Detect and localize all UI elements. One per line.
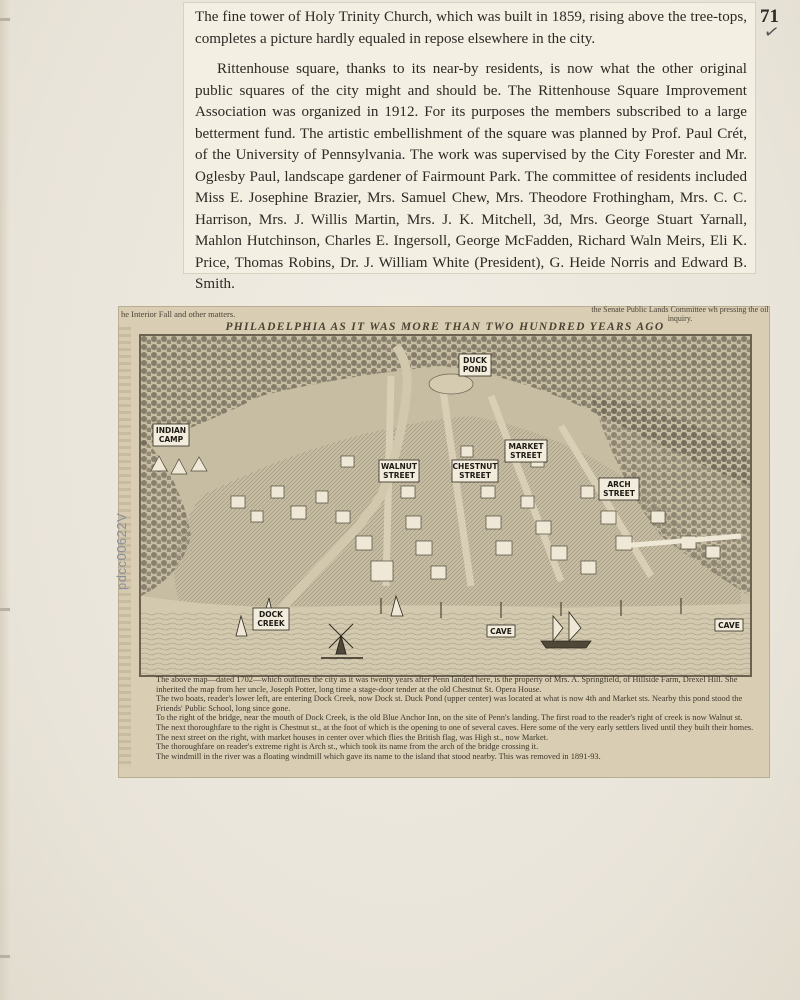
caption-paragraph: The two boats, reader's lower left, are entering Dock Creek, now Dock st. Duck Pond (upper center) was located at what is now 4th and Market sts. Nearby this pond stood the Friends' Public School, long since gone. (156, 694, 743, 713)
map-label-text: POND (462, 365, 488, 374)
map-drawing (141, 336, 750, 675)
caption-paragraph: The next street on the right, with market houses in center over which flies the British flag, was High st., now Market. (156, 732, 549, 742)
clipping-paragraph: Rittenhouse square, thanks to its near-by residents, is now what the other original public squares of the city might and should be. The Rittenhouse Square Improvement Association was organized in 1912. For its purposes the members subscribed to a large betterment fund. The artistic embellishment of the square was planned by Prof. Paul Crét, of the University of Pennsylvania. The work was supervised by the City Forester and Mr. Oglesby Paul, landscape gardener of Fairmount Park. The committee of residents included Miss E. Josephine Brazier, Mrs. Samuel Chew, Mrs. Theodore Frothingham, Mrs. C. C. Harrison, Mrs. J. Willis Martin, Mrs. J. K. Mitchell, 3d, Mrs. George Stuart Yarnall, Mahlon Hutchinson, Charles E. Ingersoll, George McFadden, Richard Waln Meirs, Eli K. Price, Thomas Robins, Dr. J. William White (President), G. Heide Norris and Edward B. Smith. (195, 61, 747, 292)
map-label-text: STREET (510, 451, 542, 460)
caption-paragraph: To the right of the bridge, near the mouth of Dock Creek, is the old Blue Anchor Inn, on the site of Penn's landing. The first road to the reader's right of creek is now Walnut st. The next thoroughfare to the right is Chestnut st., at the foot of which is the opening to one of several caves. Here some of the very early settlers lived until they built their homes. (156, 713, 754, 732)
map-label-text: CREEK (257, 619, 285, 628)
map-label-text: ARCH (607, 480, 631, 489)
map-label-text: DOCK (259, 610, 283, 619)
text-clipping (183, 2, 756, 292)
map-label-text: DUCK (463, 356, 487, 365)
map-label-walnut-street (379, 460, 419, 482)
map-label-duck-pond (459, 354, 491, 376)
map-label-market-street (505, 440, 547, 462)
map-label-arch-street (599, 478, 639, 500)
map-label-text: CAMP (158, 435, 184, 444)
map-label-indian-camp (153, 424, 189, 446)
map-label-cave (715, 619, 743, 631)
newspaper-headline: PHILADELPHIA AS IT WAS MORE THAN TWO HUNDRED YEARS AGO (225, 321, 665, 333)
clipping-paragraph: The fine tower of Holy Trinity Church, which was built in 1859, rising above the tree-tops, completes a picture hardly equaled in repose elsewhere in the city. (195, 9, 747, 47)
accession-number-stamp: pdcc00622V (114, 512, 129, 590)
adjacent-article-fragment: the Senate Public Lands Committee wh pressing the oil inquiry. (591, 305, 769, 323)
binding-hole (0, 608, 10, 611)
map-label-text: STREET (383, 471, 415, 480)
adjacent-article-fragment: he Interior Fall and other matters. (121, 309, 236, 319)
page-number: 71 (760, 6, 779, 27)
binding-edge (0, 0, 10, 1000)
caption-paragraph: The windmill in the river was a floating windmill which gave its name to the island that stood nearby. This was removed in 1891-93. (156, 751, 601, 761)
map-label-text: CAVE (718, 621, 740, 630)
map-label-text: CHESTNUT (452, 462, 498, 471)
map-label-text: MARKET (508, 442, 544, 451)
binding-hole (0, 18, 10, 21)
caption-paragraph: The thoroughfare on reader's extreme right is Arch st., which took its name from the arch of the bridge crossing it. (156, 742, 539, 752)
binding-hole (0, 955, 10, 958)
map-label-cave (487, 625, 515, 637)
check-mark: ✓ (761, 20, 782, 45)
newspaper-clipping (118, 306, 770, 778)
caption-paragraph: The above map—dated 1702—which outlines the city as it was twenty years after Penn landed here, is the property of Mrs. A. Springfield, of Hillside Farm, Drexel Hill. She inherited the map from her uncle, Joseph Potter, long time a stage-door tender at the old Chestnut St. Opera House. (156, 675, 738, 694)
map-label-text: STREET (459, 471, 491, 480)
map-label-text: STREET (603, 489, 635, 498)
map-label-dock-creek (253, 608, 289, 630)
map-label-chestnut-street (452, 460, 498, 482)
map-label-text: INDIAN (155, 426, 187, 435)
map-label-text: CAVE (490, 627, 512, 636)
historic-map-illustration (139, 334, 752, 677)
map-caption (156, 675, 754, 761)
map-label-text: WALNUT (380, 462, 418, 471)
